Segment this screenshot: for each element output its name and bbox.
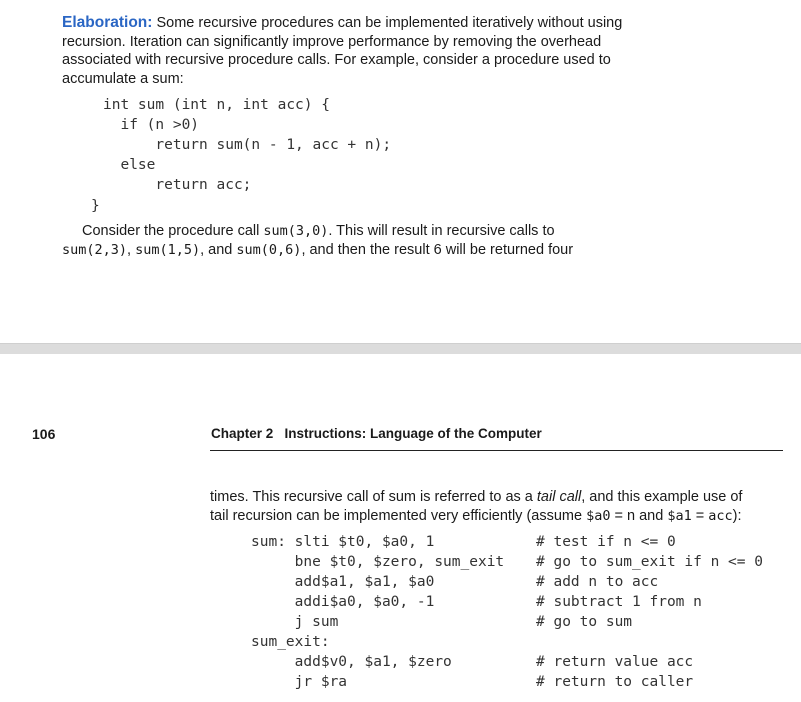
tail-text-b: , and this example use of <box>581 489 743 505</box>
tail-text-f: ): <box>732 508 742 524</box>
asm-line-5: j sum <box>251 614 339 630</box>
reg-a0: $a0 <box>586 508 611 524</box>
asm-line-7: add$v0, $a1, $zero <box>251 654 452 670</box>
c-code-line-1: int sum (int n, int acc) { <box>103 97 330 113</box>
asm-line-3: add$a1, $a1, $a0 <box>251 574 435 590</box>
asm-line-1: sum: slti $t0, $a0, 1 <box>251 534 435 550</box>
asm-line-4: addi$a0, $a0, -1 <box>251 594 435 610</box>
c-code-line-3: return sum(n - 1, acc + n); <box>103 137 392 153</box>
asm-line-6: sum_exit: <box>251 634 330 650</box>
tail-call-term: tail call <box>536 489 582 505</box>
asm-line-8: jr $ra <box>251 674 348 690</box>
reg-a1: $a1 <box>667 508 692 524</box>
asm-line-2: bne $t0, $zero, sum_exit <box>251 554 505 570</box>
asm-comment-8: # return to caller <box>536 674 694 690</box>
elaboration-title: Elaboration: <box>62 14 153 31</box>
page-separator <box>0 343 801 354</box>
c-code-line-5: return acc; <box>103 177 252 193</box>
elaboration-paragraph <box>62 14 634 88</box>
and-text: , and <box>200 241 237 258</box>
tail-text-a: times. This recursive call of sum is referred to as a <box>210 489 537 505</box>
page-number: 106 <box>32 426 56 442</box>
consider-text-c: , and then the result 6 will be returned four <box>301 241 574 258</box>
tail-text-c: tail recursion can be implemented very efficiently (assume <box>210 508 587 524</box>
elaboration-line-3: associated with recursive procedure calls. For example, consider a procedure used to <box>62 52 611 68</box>
asm-comment-3: # add n to acc <box>536 574 659 590</box>
tail-text-e: = <box>691 508 709 524</box>
tail-call-paragraph <box>210 488 783 526</box>
chapter-label: Chapter 2 <box>211 426 274 441</box>
c-code-line-4: else <box>103 157 156 173</box>
asm-comment-5: # go to sum <box>536 614 633 630</box>
c-code-line-2: if (n >0) <box>103 117 200 133</box>
c-code-line-6: } <box>91 198 100 214</box>
call-sum-2-3: sum(2,3) <box>62 241 128 258</box>
chapter-title: Instructions: Language of the Computer <box>284 426 542 441</box>
consider-paragraph <box>62 222 634 259</box>
call-sum-0-6: sum(0,6) <box>236 241 302 258</box>
elaboration-line-1: Some recursive procedures can be implemented iteratively without using <box>156 15 623 31</box>
consider-text-a: Consider the procedure call <box>82 223 264 239</box>
tail-text-d: = n and <box>610 508 668 524</box>
elaboration-line-2: recursion. Iteration can significantly improve performance by removing the overhead <box>62 33 602 50</box>
chapter-header <box>211 426 542 441</box>
call-sum-3-0: sum(3,0) <box>263 223 329 239</box>
asm-comment-7: # return value acc <box>536 654 694 670</box>
asm-comment-4: # subtract 1 from n <box>536 594 702 610</box>
acc-code: acc <box>708 508 733 524</box>
call-sum-1-5: sum(1,5) <box>135 241 201 258</box>
header-rule <box>210 450 783 451</box>
asm-comment-2: # go to sum_exit if n <= 0 <box>536 554 763 570</box>
consider-text-b: . This will result in recursive calls to <box>328 223 555 239</box>
elaboration-line-4: accumulate a sum: <box>62 70 184 87</box>
asm-comment-1: # test if n <= 0 <box>536 534 676 550</box>
comma: , <box>127 241 136 258</box>
